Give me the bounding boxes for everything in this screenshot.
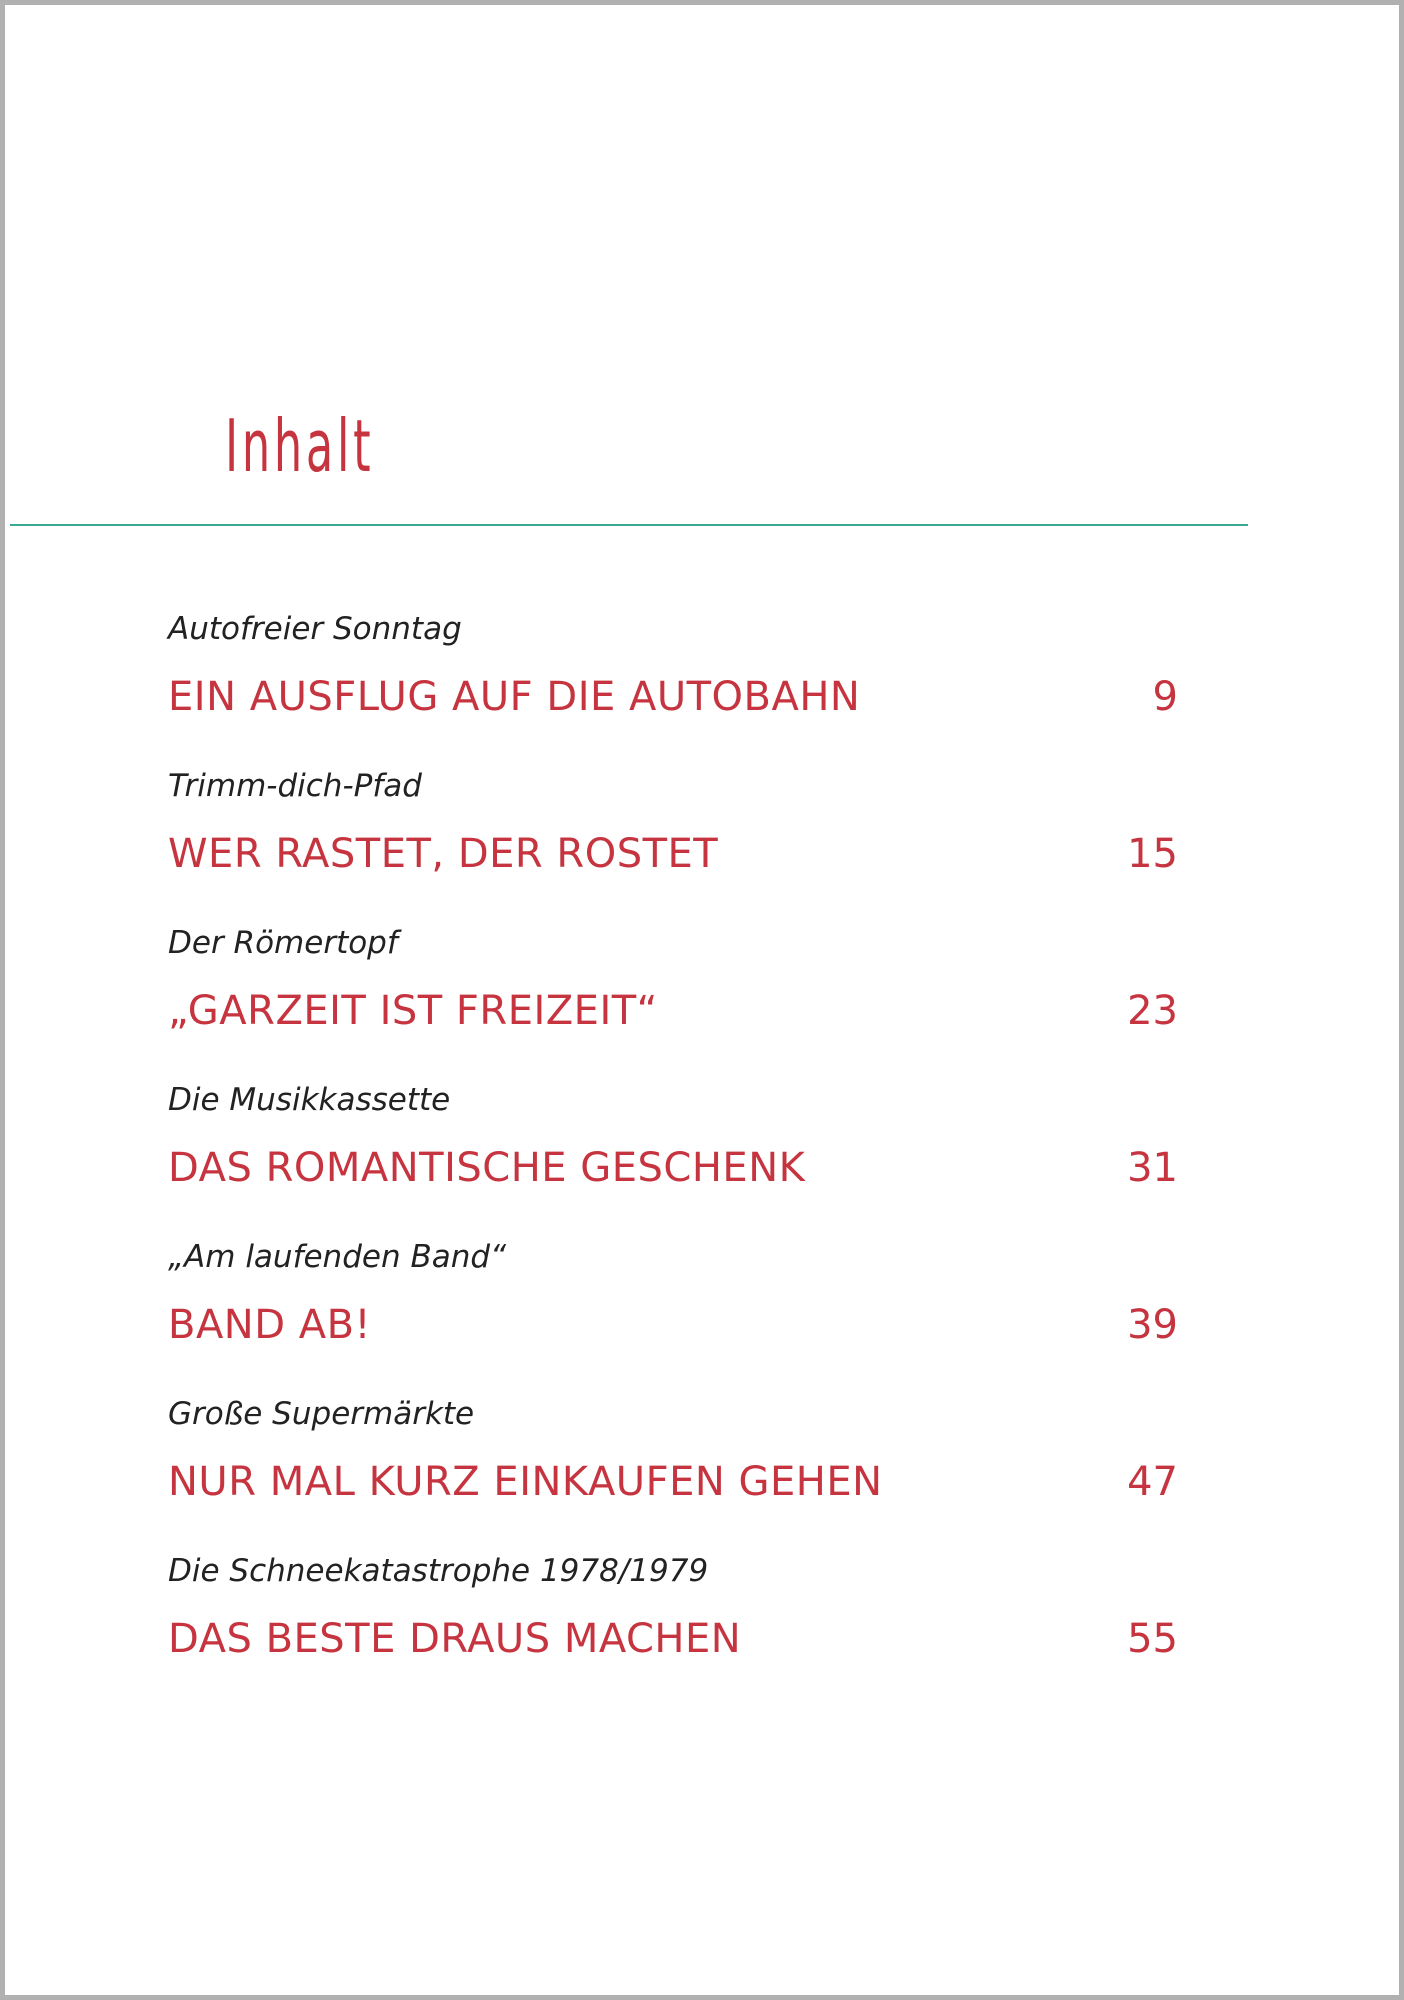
toc-entry-link[interactable] — [168, 826, 1178, 882]
toc-entry-topic: Große Supermärkte — [168, 1396, 475, 1432]
toc-entry-title: NUR MAL KURZ EINKAUFEN GEHEN — [168, 1459, 883, 1505]
toc-entry-page-number: 39 — [1127, 1302, 1178, 1348]
toc-entry-link[interactable] — [168, 669, 1178, 725]
toc-entry-page-number: 9 — [1152, 674, 1178, 720]
toc-entry-link[interactable] — [168, 1297, 1178, 1353]
page-title: Inhalt — [225, 404, 375, 488]
toc-entry — [168, 1233, 1178, 1390]
toc-entry-topic: Die Schneekatastrophe 1978/1979 — [168, 1553, 709, 1589]
toc-entry-topic: Der Römertopf — [168, 925, 398, 961]
toc-entry-title: WER RASTET, DER ROSTET — [168, 831, 719, 877]
toc-entry — [168, 1547, 1178, 1704]
heading-divider — [10, 524, 1248, 526]
toc-entry-link[interactable] — [168, 983, 1178, 1039]
toc-entry-link[interactable] — [168, 1140, 1178, 1196]
toc-entry-link[interactable] — [168, 1454, 1178, 1510]
toc-entry-title: DAS BESTE DRAUS MACHEN — [168, 1616, 742, 1662]
toc-entry-page-number: 47 — [1127, 1459, 1178, 1505]
toc-entry — [168, 1076, 1178, 1233]
toc-entry-title: BAND AB! — [168, 1302, 372, 1348]
toc-entry-topic: „Am laufenden Band“ — [168, 1239, 507, 1275]
toc-entry — [168, 762, 1178, 919]
toc-entry-page-number: 23 — [1127, 988, 1178, 1034]
toc-entry — [168, 919, 1178, 1076]
toc-entry-page-number: 15 — [1127, 831, 1178, 877]
toc-entry-topic: Die Musikkassette — [168, 1082, 451, 1118]
toc-entry-page-number: 55 — [1127, 1616, 1178, 1662]
toc-entry-title: DAS ROMANTISCHE GESCHENK — [168, 1145, 806, 1191]
toc-entry-title: „GARZEIT IST FREIZEIT“ — [168, 988, 658, 1034]
toc-entry-topic: Autofreier Sonntag — [168, 611, 462, 647]
toc-entry — [168, 1390, 1178, 1547]
toc-entry-link[interactable] — [168, 1611, 1178, 1667]
toc-entry-title: EIN AUSFLUG AUF DIE AUTOBAHN — [168, 674, 861, 720]
toc-entry — [168, 605, 1178, 762]
table-of-contents — [168, 605, 1178, 1704]
toc-entry-page-number: 31 — [1127, 1145, 1178, 1191]
toc-entry-topic: Trimm-dich-Pfad — [168, 768, 422, 804]
